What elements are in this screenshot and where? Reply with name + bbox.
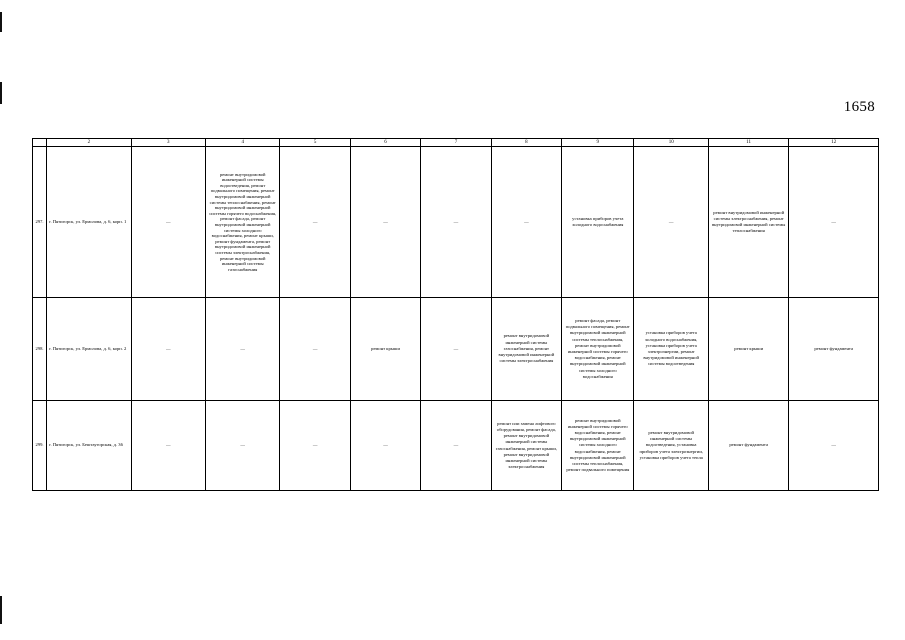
column-header: 4 xyxy=(206,139,280,147)
table-cell: — xyxy=(789,401,879,491)
table-cell: ремонт внутридомовой инженерной системы газоснабжения, ремонт внутридомовой инженерной системы электроснабжения xyxy=(491,298,561,401)
address-cell: г. Пятигорск, ул. Бештаугорская, д. 36 xyxy=(47,401,131,491)
address-cell: г. Пятигорск, ул. Ермолова, д. 6, корп. 1 xyxy=(47,147,131,298)
column-header: 2 xyxy=(47,139,131,147)
capital-repair-table xyxy=(32,138,879,491)
scan-edge-mark xyxy=(0,596,2,624)
table-cell: — xyxy=(350,147,420,298)
table-cell: — xyxy=(131,147,205,298)
column-header: 10 xyxy=(634,139,708,147)
column-header: 11 xyxy=(708,139,788,147)
table-cell: — xyxy=(280,298,350,401)
table-cell: — xyxy=(280,401,350,491)
table-cell: — xyxy=(491,147,561,298)
table-cell: ремонт внутридомовой инженерной системы водоотведения, ремонт подвального помещения, ремонт внутридомовой инженерной системы теплоснабжения, ремонт внутридомовой инженерной системы горячего водоснабжения, ремонт фасада, ремонт внутридомовой инженерной системы холодного водоснабжения, ремонт крыши, ремонт фундамента, ремонт внутридомовой инженерной системы электроснабжения, ремонт внутридомовой инженерной системы газоснабжения xyxy=(206,147,280,298)
table-cell: ремонт фундамента xyxy=(708,401,788,491)
table-cell: — xyxy=(206,401,280,491)
table-cell: установка приборов учета холодного водоснабжения, установка приборов учета электроэнергии, ремонт внутридомовой инженерной системы водоотведения xyxy=(634,298,708,401)
table-cell: ремонт внутридомовой инженерной системы электроснабжения, ремонт внутридомовой инженерной системы теплоснабжения xyxy=(708,147,788,298)
table-cell: установка приборов учета холодного водоснабжения xyxy=(562,147,634,298)
table-row xyxy=(33,147,879,298)
table-cell: — xyxy=(131,298,205,401)
table-row xyxy=(33,298,879,401)
table-cell: — xyxy=(131,401,205,491)
column-header: 12 xyxy=(789,139,879,147)
table-cell: — xyxy=(421,401,491,491)
scan-edge-mark xyxy=(0,82,2,104)
table-cell: — xyxy=(421,147,491,298)
address-cell: г. Пятигорск, ул. Ермолова, д. 6, корп. 2 xyxy=(47,298,131,401)
table-cell: ремонт фасада, ремонт подвального помещения, ремонт внутридомовой инженерной системы теплоснабжения, ремонт внутридомовой инженерной системы горячего водоснабжения, ремонт внутридомовой инженерной системы холодного водоснабжения xyxy=(562,298,634,401)
table-cell: ремонт крыши xyxy=(708,298,788,401)
table-cell: ремонт внутридомовой инженерной системы водоотведения, установка приборов учета электроэнергии, установка приборов учета тепла xyxy=(634,401,708,491)
table-cell: ремонт внутридомовой инженерной системы горячего водоснабжения, ремонт внутридомовой инженерной системы холодного водоснабжения, ремонт внутридомовой инженерной системы теплоснабжения, ремонт подвального помещения xyxy=(562,401,634,491)
table-cell: — xyxy=(350,401,420,491)
table-cell: — xyxy=(206,298,280,401)
table-cell: — xyxy=(634,147,708,298)
table-row xyxy=(33,401,879,491)
column-number-row xyxy=(33,139,879,147)
row-number: 297. xyxy=(33,147,47,298)
page-number: 1658 xyxy=(843,99,875,115)
table-cell: — xyxy=(280,147,350,298)
column-header: 9 xyxy=(562,139,634,147)
column-header: 3 xyxy=(131,139,205,147)
table-cell: — xyxy=(421,298,491,401)
table-cell: — xyxy=(789,147,879,298)
column-header: 5 xyxy=(280,139,350,147)
row-number: 299. xyxy=(33,401,47,491)
table-cell: ремонт крыши xyxy=(350,298,420,401)
column-header: 7 xyxy=(421,139,491,147)
scan-edge-mark xyxy=(0,12,2,32)
table-cell: ремонт или замена лифтового оборудования, ремонт фасада, ремонт внутридомовой инженерной системы газоснабжения, ремонт крыши, ремонт внутридомовой инженерной системы электроснабжения xyxy=(491,401,561,491)
column-header xyxy=(33,139,47,147)
column-header: 8 xyxy=(491,139,561,147)
table-cell: ремонт фундамента xyxy=(789,298,879,401)
row-number: 298. xyxy=(33,298,47,401)
column-header: 6 xyxy=(350,139,420,147)
